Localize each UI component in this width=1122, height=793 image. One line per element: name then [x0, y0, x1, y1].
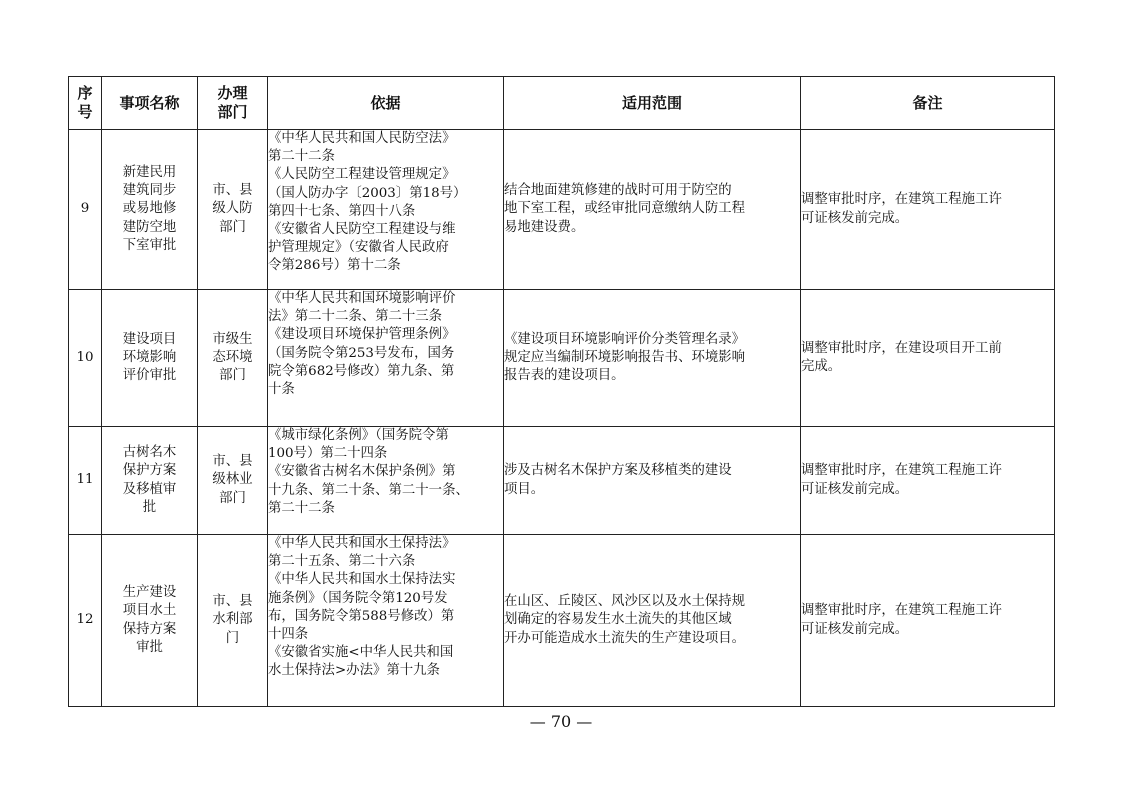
row-note: 调整审批时序，在建设项目开工前 完成。 [801, 340, 1002, 374]
table-row [69, 130, 1055, 290]
row-department: 市级生 态环境 部门 [212, 331, 253, 384]
row-seq: 11 [76, 472, 94, 488]
row-scope-cell [504, 290, 801, 427]
header-basis: 依据 [268, 77, 504, 130]
table-row [69, 290, 1055, 427]
row-scope-cell [504, 535, 801, 707]
table-header-row [69, 77, 1055, 130]
row-scope-cell [504, 427, 801, 535]
row-basis: 《中华人民共和国水土保持法》 第二十五条、第二十六条 《中华人民共和国水土保持法实 施条例》（国务院令第120号发 布，国务院令第588号修改）第 十四条 《安徽省实施<中华人民共和国 水土保持法>办法》第十九条 [268, 536, 456, 679]
header-scope: 适用范围 [504, 77, 801, 130]
row-seq-cell [69, 427, 102, 535]
row-department: 市、县 水利部 门 [212, 594, 253, 646]
row-item-name: 新建民用 建筑同步 或易地修 建防空地 下室审批 [122, 164, 177, 253]
header-seq: 序 号 [69, 77, 102, 130]
row-basis-cell [268, 130, 504, 290]
row-basis: 《中华人民共和国人民防空法》 第二十二条 《人民防空工程建设管理规定》 （国人防办字〔2003〕第18号） 第四十七条、第四十八条 《安徽省人民防空工程建设与维 护管理规定》（安徽省人民政府 令第286号）第十二条 [268, 131, 467, 274]
row-dept-cell [198, 130, 268, 290]
row-seq: 10 [76, 349, 94, 365]
row-basis: 《城市绿化条例》（国务院令第 100号）第二十四条 《安徽省古树名木保护条例》第 十九条、第二十条、第二十一条、 第二十二条 [268, 428, 469, 516]
row-dept-cell [198, 535, 268, 707]
row-department: 市、县 级人防 部门 [212, 183, 253, 235]
row-item-name: 古树名木 保护方案 及移植审 批 [122, 445, 177, 515]
row-basis-cell [268, 427, 504, 535]
row-scope: 《建设项目环境影响评价分类管理名录》 规定应当编制环境影响报告书、环境影响 报告表的建设项目。 [504, 331, 746, 384]
row-item-name: 建设项目 环境影响 评价审批 [122, 331, 177, 384]
row-item-name: 生产建设 项目水土 保持方案 审批 [122, 585, 177, 655]
row-item-cell [102, 535, 198, 707]
row-note-cell [801, 427, 1055, 535]
row-seq: 9 [80, 201, 90, 217]
header-department: 办理 部门 [198, 77, 268, 130]
row-item-cell [102, 290, 198, 427]
header-item-name: 事项名称 [102, 77, 198, 130]
page-number: — 70 — [529, 712, 593, 731]
row-note: 调整审批时序，在建筑工程施工许 可证核发前完成。 [801, 192, 1002, 226]
row-department: 市、县 级林业 部门 [212, 454, 253, 506]
row-seq-cell [69, 290, 102, 427]
header-note: 备注 [801, 77, 1055, 130]
row-scope: 在山区、丘陵区、风沙区以及水土保持规 划确定的容易发生水土流失的其他区域 开办可能造成水土流失的生产建设项目。 [504, 594, 746, 646]
row-note: 调整审批时序，在建筑工程施工许 可证核发前完成。 [801, 463, 1002, 497]
row-scope: 结合地面建筑修建的战时可用于防空的 地下室工程，或经审批同意缴纳人防工程 易地建设费。 [504, 183, 746, 235]
row-item-cell [102, 427, 198, 535]
row-basis-cell [268, 535, 504, 707]
row-note-cell [801, 535, 1055, 707]
row-scope-cell [504, 130, 801, 290]
row-dept-cell [198, 427, 268, 535]
row-note-cell [801, 130, 1055, 290]
row-basis-cell [268, 290, 504, 427]
row-scope: 涉及古树名木保护方案及移植类的建设 项目。 [504, 463, 732, 497]
table-row [69, 535, 1055, 707]
row-item-cell [102, 130, 198, 290]
approval-items-table [68, 76, 1055, 707]
row-dept-cell [198, 290, 268, 427]
row-seq: 12 [76, 612, 94, 628]
row-basis: 《中华人民共和国环境影响评价 法》第二十二条、第二十三条 《建设项目环境保护管理条例》 （国务院令第253号发布，国务 院令第682号修改）第九条、第 十条 [268, 291, 456, 398]
row-seq-cell [69, 130, 102, 290]
row-seq-cell [69, 535, 102, 707]
row-note-cell [801, 290, 1055, 427]
table-row [69, 427, 1055, 535]
row-note: 调整审批时序，在建筑工程施工许 可证核发前完成。 [801, 603, 1002, 637]
